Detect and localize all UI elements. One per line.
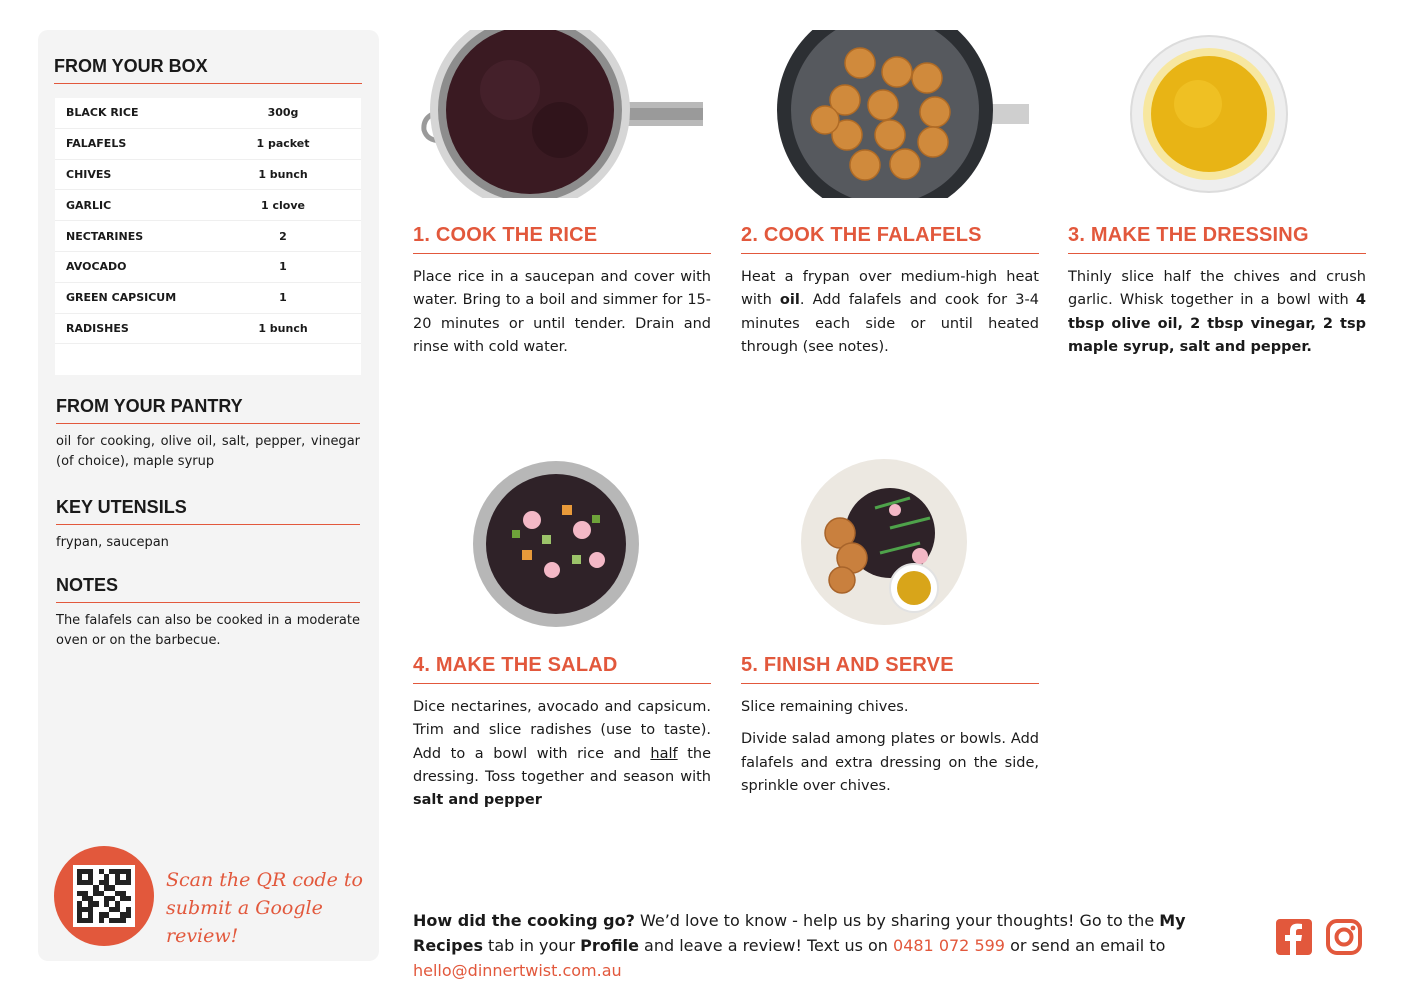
step-5-paragraph-1: Slice remaining chives.	[741, 699, 909, 715]
profile-label: Profile	[580, 936, 639, 955]
pantry-heading: FROM YOUR PANTRY	[56, 396, 360, 424]
ingredient-row	[55, 221, 361, 252]
ingredient-qty: 1	[279, 260, 287, 274]
pantry-text: oil for cooking, olive oil, salt, pepper, vinegar (of choice), maple syrup	[56, 434, 360, 469]
ingredients-sidebar	[38, 30, 379, 961]
ingredient-qty: 2	[279, 229, 287, 243]
ingredient-qty: 1 bunch	[258, 167, 308, 181]
ingredient-row	[55, 190, 361, 221]
ingredient-row	[55, 129, 361, 160]
qr-caption-line1: Scan the QR code to	[166, 869, 363, 891]
step-5	[741, 654, 1039, 798]
ingredient-qty: 1	[279, 291, 287, 305]
facebook-icon[interactable]	[1276, 918, 1312, 956]
ingredient-name: CHIVES	[66, 167, 112, 181]
step-2-title: 2. COOK THE FALAFELS	[741, 224, 1039, 254]
ingredient-qty: 1 clove	[261, 198, 305, 212]
step-4	[413, 654, 711, 812]
utensils-section	[56, 497, 360, 553]
step-3-title: 3. MAKE THE DRESSING	[1068, 224, 1366, 254]
utensils-heading: KEY UTENSILS	[56, 497, 360, 525]
ingredient-name: FALAFELS	[66, 137, 127, 151]
step-3-paragraph: Thinly slice half the chives and crush garlic. Whisk together in a bowl with 4 tbsp olive oil, 2 tbsp vinegar, 2 tsp maple syrup, salt and pepper.	[1068, 269, 1366, 355]
step-1-paragraph: Place rice in a saucepan and cover with water. Bring to a boil and simmer for 15-20 minutes or until tender. Drain and rinse with cold water.	[413, 269, 711, 355]
pantry-section	[56, 396, 360, 472]
step-2	[741, 224, 1039, 359]
qr-caption-line2: submit a Google review!	[166, 897, 323, 947]
phone-link[interactable]: 0481 072 599	[893, 936, 1005, 955]
step-1-text	[413, 266, 711, 359]
rice-in-saucepan-photo	[420, 30, 705, 198]
salad-bowl-photo	[472, 460, 642, 628]
qr-code-icon[interactable]	[73, 865, 135, 927]
from-your-box-heading: FROM YOUR BOX	[54, 56, 362, 84]
instagram-icon[interactable]	[1326, 918, 1362, 956]
step-5-title: 5. FINISH AND SERVE	[741, 654, 1039, 684]
step-1	[413, 224, 711, 359]
qr-badge[interactable]	[54, 846, 154, 946]
step-5-paragraph-2: Divide salad among plates or bowls. Add falafels and extra dressing on the side, sprinkle over chives.	[741, 731, 1039, 794]
step-4-title: 4. MAKE THE SALAD	[413, 654, 711, 684]
footer-question: How did the cooking go?	[413, 911, 635, 930]
ingredient-name: GARLIC	[66, 198, 112, 212]
step-2-paragraph: Heat a frypan over medium-high heat with oil. Add falafels and cook for 3-4 minutes each side or until heated through (see notes).	[741, 269, 1039, 355]
notes-text: The falafels can also be cooked in a moderate oven or on the barbecue.	[56, 613, 360, 648]
ingredient-row	[55, 252, 361, 283]
ingredient-qty: 1 bunch	[258, 321, 308, 335]
step-3-text	[1068, 266, 1366, 359]
ingredient-row	[55, 98, 361, 129]
falafels-in-frypan-photo	[775, 30, 1035, 198]
step-4-text	[413, 696, 711, 812]
step-1-title: 1. COOK THE RICE	[413, 224, 711, 254]
step-2-text	[741, 266, 1039, 359]
ingredient-row	[55, 314, 361, 345]
ingredient-name: BLACK RICE	[66, 106, 139, 120]
ingredient-name: GREEN CAPSICUM	[66, 291, 177, 305]
served-plate-photo	[800, 458, 970, 628]
step-5-text	[741, 696, 1039, 798]
ingredient-row	[55, 283, 361, 314]
ingredient-row	[55, 160, 361, 191]
step-3	[1068, 224, 1366, 359]
utensils-text: frypan, saucepan	[56, 535, 169, 550]
ingredient-qty: 1 packet	[256, 137, 310, 151]
ingredient-name: AVOCADO	[66, 260, 127, 274]
my-recipes-label: My Recipes	[413, 911, 1186, 955]
qr-caption	[166, 866, 379, 950]
notes-heading: NOTES	[56, 575, 360, 603]
ingredient-qty: 300g	[267, 106, 299, 120]
email-link[interactable]: hello@dinnertwist.com.au	[413, 961, 622, 980]
dressing-bowl-photo	[1128, 34, 1290, 194]
notes-section	[56, 575, 360, 651]
ingredient-name: RADISHES	[66, 321, 129, 335]
step-4-paragraph: Dice nectarines, avocado and capsicum. Trim and slice radishes (use to taste). Add to a bowl with rice and half the dressing. Toss together and season with salt and pepper	[413, 699, 712, 809]
ingredient-name: NECTARINES	[66, 229, 144, 243]
ingredients-table	[55, 98, 361, 375]
review-footer: How did the cooking go? We’d love to know - help us by sharing your thoughts! Go to the My Recipes tab in your Profile and leave a review! Text us on 0481 072 599 or send an email to hello@dinnertwist.com.au	[413, 911, 1186, 980]
